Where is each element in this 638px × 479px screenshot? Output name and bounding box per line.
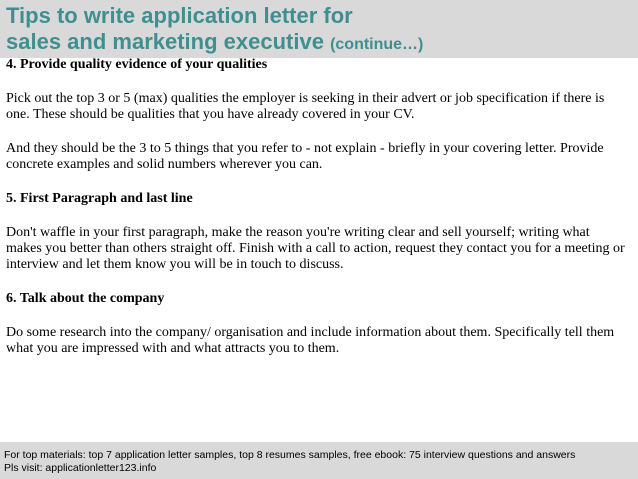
section-heading-6: 6. Talk about the company	[6, 291, 165, 306]
footer-text	[4, 449, 575, 475]
page-title	[6, 3, 423, 58]
footer-bar	[0, 442, 638, 479]
title-line-2-text: sales and marketing executive	[6, 29, 324, 54]
paragraph-5: Don't waffle in your first paragraph, make the reason you're writing clear and sell yourself; writing what makes you better than others straight off. Finish with a call to action, request they contact you for a meeting or interview and let them know you will be in touch to discuss.	[6, 225, 625, 272]
title-bar	[0, 0, 638, 58]
title-line-1: Tips to write application letter for	[6, 3, 353, 28]
paragraph-6: Do some research into the company/ organisation and include information about them. Specifically tell them what you are impressed with and what attracts you to them.	[6, 325, 615, 356]
title-suffix: (continue…)	[330, 36, 424, 53]
section-heading-5: 5. First Paragraph and last line	[6, 191, 193, 206]
paragraph-4a: Pick out the top 3 or 5 (max) qualities the employer is seeking in their advert or job specification if there is one. These should be qualities that you have already covered in your CV.	[6, 91, 605, 122]
footer-line-2: Pls visit: applicationletter123.info	[4, 462, 157, 474]
document-body	[6, 57, 628, 357]
title-line-2	[6, 29, 423, 58]
paragraph-4b: And they should be the 3 to 5 things that you refer to - not explain - briefly in your covering letter. Provide concrete examples and solid numbers wherever you can.	[6, 141, 604, 172]
section-heading-4: 4. Provide quality evidence of your qualities	[6, 57, 268, 72]
footer-line-1: For top materials: top 7 application letter samples, top 8 resumes samples, free ebook: 75 interview questions and answers	[4, 449, 576, 461]
